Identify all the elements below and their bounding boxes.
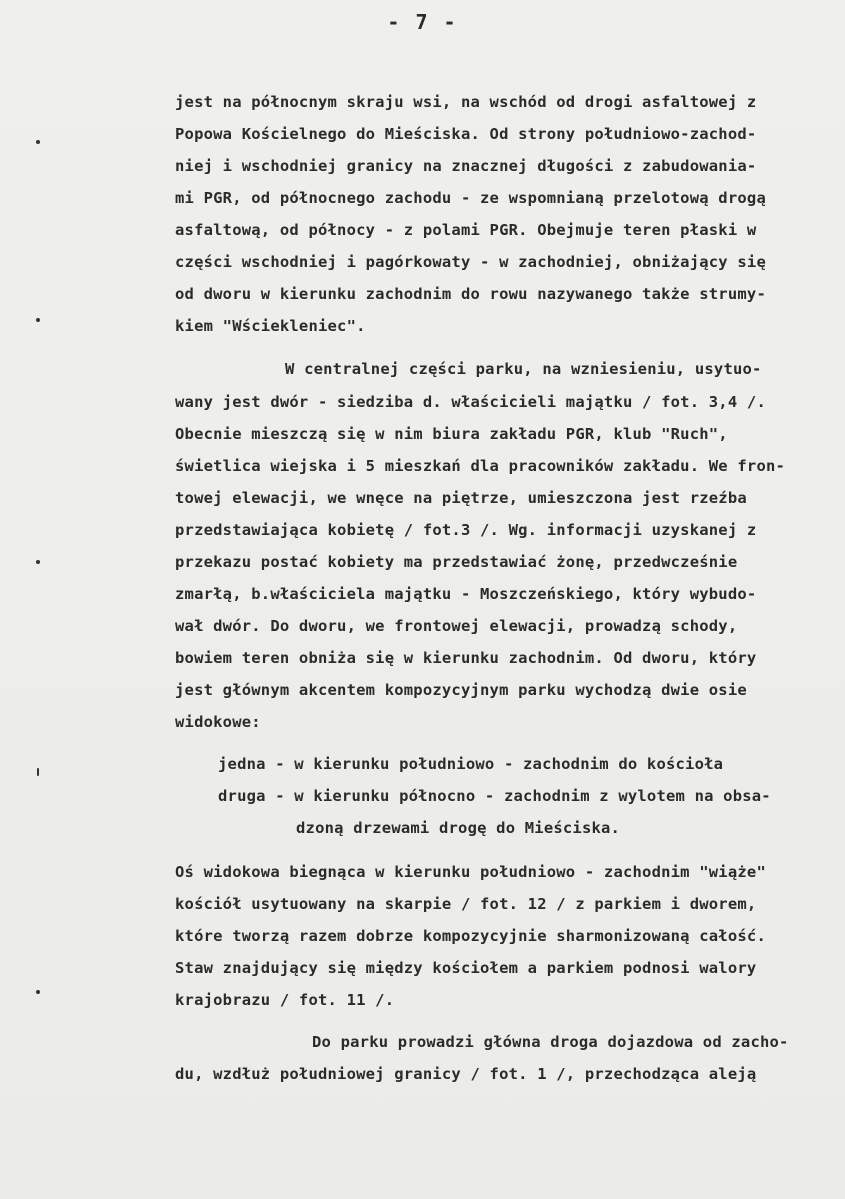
text-line: przedstawiająca kobietę / fot.3 /. Wg. informacji uzyskanej z bbox=[175, 521, 757, 539]
margin-mark bbox=[36, 560, 40, 564]
text-line: Do parku prowadzi główna droga dojazdowa od zacho- bbox=[312, 1033, 789, 1051]
text-line: dzoną drzewami drogę do Mieściska. bbox=[296, 819, 621, 837]
text-line: druga - w kierunku północno - zachodnim z wylotem na obsa- bbox=[218, 787, 771, 805]
text-line: od dworu w kierunku zachodnim do rowu nazywanego także strumy- bbox=[175, 285, 766, 303]
text-line: zmarłą, b.właściciela majątku - Moszczeńskiego, który wybudo- bbox=[175, 585, 757, 603]
margin-mark bbox=[36, 990, 40, 994]
margin-mark bbox=[37, 768, 39, 776]
text-line: mi PGR, od północnego zachodu - ze wspomnianą przelotową drogą bbox=[175, 189, 766, 207]
text-line: wany jest dwór - siedziba d. właścicieli majątku / fot. 3,4 /. bbox=[175, 393, 766, 411]
text-line: przekazu postać kobiety ma przedstawiać żonę, przedwcześnie bbox=[175, 553, 738, 571]
text-line: świetlica wiejska i 5 mieszkań dla pracowników zakładu. We fron- bbox=[175, 457, 786, 475]
text-line: wał dwór. Do dworu, we frontowej elewacji, prowadzą schody, bbox=[175, 617, 738, 635]
text-line: krajobrazu / fot. 11 /. bbox=[175, 991, 395, 1009]
text-line: towej elewacji, we wnęce na piętrze, umieszczona jest rzeźba bbox=[175, 489, 747, 507]
text-line: części wschodniej i pagórkowaty - w zachodniej, obniżający się bbox=[175, 253, 766, 271]
text-line: Obecnie mieszczą się w nim biura zakładu PGR, klub "Ruch", bbox=[175, 425, 728, 443]
text-line: kościół usytuowany na skarpie / fot. 12 / z parkiem i dworem, bbox=[175, 895, 757, 913]
margin-mark bbox=[36, 318, 40, 322]
text-line: bowiem teren obniża się w kierunku zachodnim. Od dworu, który bbox=[175, 649, 757, 667]
text-line: widokowe: bbox=[175, 713, 261, 731]
text-line: Popowa Kościelnego do Mieściska. Od strony południowo-zachod- bbox=[175, 125, 757, 143]
text-line: jedna - w kierunku południowo - zachodnim do kościoła bbox=[218, 755, 724, 773]
text-line: jest głównym akcentem kompozycyjnym parku wychodzą dwie osie bbox=[175, 681, 747, 699]
text-line: niej i wschodniej granicy na znacznej długości z zabudowania- bbox=[175, 157, 757, 175]
text-line: W centralnej części parku, na wzniesieniu, usytuo- bbox=[285, 360, 762, 378]
text-line: które tworzą razem dobrze kompozycyjnie sharmonizowaną całość. bbox=[175, 927, 766, 945]
text-line: kiem "Wściekleniec". bbox=[175, 317, 366, 335]
text-line: du, wzdłuż południowej granicy / fot. 1 /, przechodząca aleją bbox=[175, 1065, 757, 1083]
text-line: Staw znajdujący się między kościołem a parkiem podnosi walory bbox=[175, 959, 757, 977]
text-line: asfaltową, od północy - z polami PGR. Obejmuje teren płaski w bbox=[175, 221, 757, 239]
text-line: jest na północnym skraju wsi, na wschód od drogi asfaltowej z bbox=[175, 93, 757, 111]
margin-mark bbox=[36, 140, 40, 144]
text-line: Oś widokowa biegnąca w kierunku południowo - zachodnim "wiąże" bbox=[175, 863, 766, 881]
page-number: - 7 - bbox=[387, 10, 458, 34]
